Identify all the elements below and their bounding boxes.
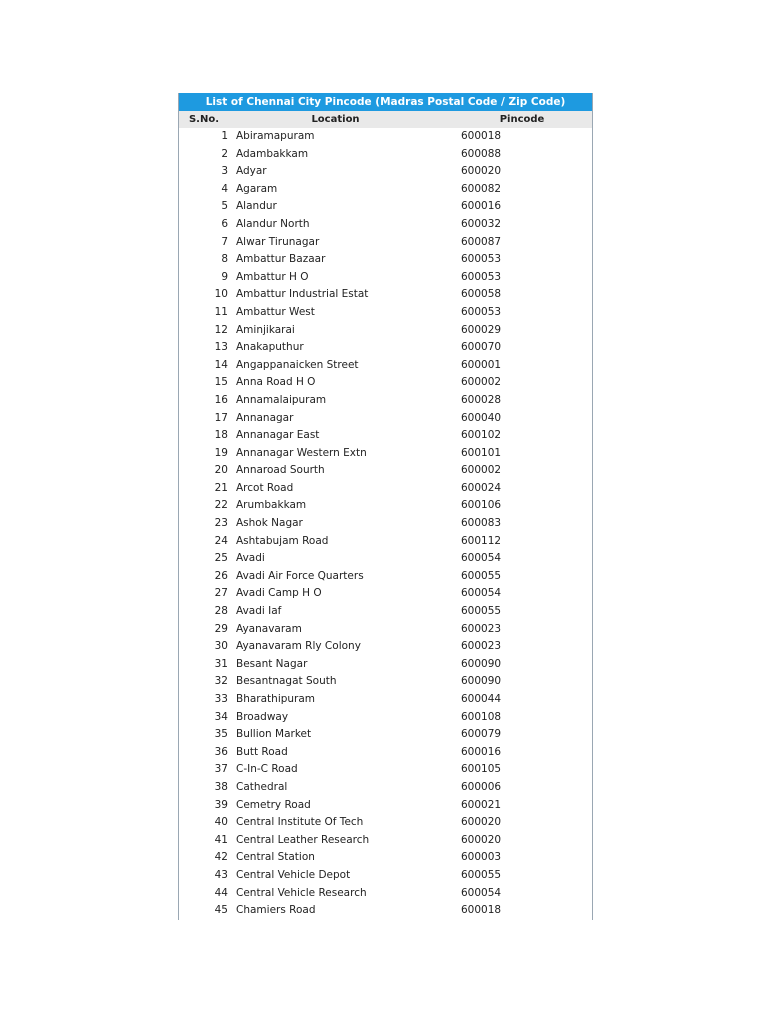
cell-pincode: 600102 xyxy=(461,429,502,442)
cell-sno: 16 xyxy=(214,393,228,406)
cell-location: Annaroad Sourth xyxy=(236,464,325,477)
cell-sno: 14 xyxy=(214,358,228,371)
table-row xyxy=(179,269,592,287)
table-row xyxy=(179,726,592,744)
cell-pincode: 600020 xyxy=(461,165,502,178)
header-pincode: Pincode xyxy=(499,114,545,125)
cell-pincode: 600112 xyxy=(461,534,502,547)
cell-location: Annamalaipuram xyxy=(236,393,327,406)
table-row xyxy=(179,462,592,480)
table-row xyxy=(179,585,592,603)
cell-location: Avadi Iaf xyxy=(236,605,282,618)
cell-pincode: 600029 xyxy=(461,323,502,336)
table-row xyxy=(179,181,592,199)
cell-pincode: 600053 xyxy=(461,253,502,266)
cell-sno: 21 xyxy=(214,481,228,494)
table-row xyxy=(179,427,592,445)
cell-pincode: 600090 xyxy=(461,675,502,688)
cell-sno: 42 xyxy=(214,851,228,864)
cell-sno: 36 xyxy=(214,745,228,758)
cell-pincode: 600053 xyxy=(461,305,502,318)
cell-pincode: 600020 xyxy=(461,833,502,846)
table-row xyxy=(179,902,592,920)
cell-location: Central Vehicle Research xyxy=(236,886,367,899)
table-row xyxy=(179,814,592,832)
cell-location: Central Station xyxy=(236,851,315,864)
table-row xyxy=(179,146,592,164)
table-row xyxy=(179,621,592,639)
cell-location: Annanagar East xyxy=(236,429,320,442)
table-row xyxy=(179,163,592,181)
cell-pincode: 600083 xyxy=(461,517,502,530)
cell-location: Ambattur H O xyxy=(236,270,309,283)
table-row xyxy=(179,198,592,216)
table-row xyxy=(179,691,592,709)
cell-location: Ashtabujam Road xyxy=(236,534,329,547)
cell-sno: 37 xyxy=(214,763,228,776)
cell-sno: 15 xyxy=(214,376,228,389)
cell-pincode: 600021 xyxy=(461,798,502,811)
cell-pincode: 600055 xyxy=(461,605,502,618)
cell-sno: 44 xyxy=(214,886,228,899)
cell-location: Adyar xyxy=(236,165,267,178)
table-row xyxy=(179,832,592,850)
table-row xyxy=(179,779,592,797)
cell-location: Ambattur West xyxy=(236,305,315,318)
cell-sno: 2 xyxy=(221,147,228,160)
cell-pincode: 600054 xyxy=(461,587,502,600)
table-row xyxy=(179,410,592,428)
cell-pincode: 600079 xyxy=(461,728,502,741)
cell-sno: 10 xyxy=(214,288,228,301)
cell-pincode: 600023 xyxy=(461,622,502,635)
cell-sno: 17 xyxy=(214,411,228,424)
cell-pincode: 600018 xyxy=(461,130,502,142)
cell-sno: 29 xyxy=(214,622,228,635)
cell-sno: 7 xyxy=(221,235,228,248)
table-row xyxy=(179,322,592,340)
cell-location: Bullion Market xyxy=(236,728,312,741)
cell-pincode: 600040 xyxy=(461,411,502,424)
cell-location: Alandur North xyxy=(236,217,310,230)
cell-pincode: 600101 xyxy=(461,446,502,459)
table-row xyxy=(179,515,592,533)
table-row xyxy=(179,885,592,903)
cell-pincode: 600054 xyxy=(461,552,502,565)
cell-sno: 45 xyxy=(214,904,228,917)
cell-location: C-In-C Road xyxy=(236,763,298,776)
table-row xyxy=(179,445,592,463)
cell-sno: 18 xyxy=(214,429,228,442)
table-row xyxy=(179,497,592,515)
table-row xyxy=(179,797,592,815)
cell-location: Angappanaicken Street xyxy=(236,358,359,371)
table-row xyxy=(179,374,592,392)
cell-pincode: 600070 xyxy=(461,341,502,354)
cell-sno: 19 xyxy=(214,446,228,459)
table-row xyxy=(179,550,592,568)
cell-location: Besant Nagar xyxy=(236,657,308,670)
cell-location: Cathedral xyxy=(236,780,288,793)
cell-location: Arcot Road xyxy=(236,481,294,494)
cell-location: Alwar Tirunagar xyxy=(236,235,320,248)
cell-sno: 43 xyxy=(214,868,228,881)
table-row xyxy=(179,568,592,586)
cell-sno: 32 xyxy=(214,675,228,688)
cell-location: Avadi Camp H O xyxy=(236,587,322,600)
table-row xyxy=(179,761,592,779)
cell-sno: 22 xyxy=(214,499,228,512)
cell-location: Adambakkam xyxy=(236,147,309,160)
cell-location: Central Vehicle Depot xyxy=(236,868,351,881)
header-location: Location xyxy=(311,114,360,125)
cell-sno: 11 xyxy=(214,305,228,318)
table-row xyxy=(179,744,592,762)
cell-location: Besantnagat South xyxy=(236,675,337,688)
cell-location: Arumbakkam xyxy=(236,499,307,512)
cell-sno: 8 xyxy=(221,253,228,266)
cell-pincode: 600055 xyxy=(461,868,502,881)
cell-location: Chamiers Road xyxy=(236,904,316,917)
table-row xyxy=(179,251,592,269)
table-row xyxy=(179,339,592,357)
table-row xyxy=(179,533,592,551)
cell-location: Ayanavaram Rly Colony xyxy=(236,640,361,653)
cell-sno: 9 xyxy=(221,270,228,283)
cell-location: Annanagar Western Extn xyxy=(236,446,367,459)
table-row xyxy=(179,603,592,621)
cell-location: Ambattur Bazaar xyxy=(236,253,326,266)
cell-pincode: 600006 xyxy=(461,780,502,793)
cell-pincode: 600024 xyxy=(461,481,502,494)
table-row xyxy=(179,867,592,885)
cell-location: Bharathipuram xyxy=(236,693,316,705)
cell-pincode: 600044 xyxy=(461,693,502,705)
cell-sno: 13 xyxy=(214,341,228,354)
cell-pincode: 600032 xyxy=(461,217,502,230)
cell-sno: 5 xyxy=(221,200,228,213)
cell-pincode: 600002 xyxy=(461,376,502,389)
cell-sno: 12 xyxy=(214,323,228,336)
cell-location: Alandur xyxy=(236,200,277,213)
table-row xyxy=(179,286,592,304)
cell-sno: 23 xyxy=(214,517,228,530)
table-row xyxy=(179,392,592,410)
table-body xyxy=(179,128,592,920)
table-row xyxy=(179,216,592,234)
cell-location: Agaram xyxy=(236,182,278,195)
table-header-row xyxy=(179,111,592,128)
cell-sno: 26 xyxy=(214,569,228,582)
cell-pincode: 600108 xyxy=(461,710,502,723)
cell-pincode: 600003 xyxy=(461,851,502,864)
cell-sno: 28 xyxy=(214,605,228,618)
pincode-table xyxy=(178,93,593,920)
header-sno: S.No. xyxy=(188,114,219,125)
cell-location: Ashok Nagar xyxy=(236,517,303,530)
cell-sno: 6 xyxy=(221,217,228,230)
cell-sno: 1 xyxy=(221,130,228,142)
cell-pincode: 600002 xyxy=(461,464,502,477)
cell-location: Broadway xyxy=(236,710,289,723)
cell-sno: 34 xyxy=(214,710,228,723)
table-row xyxy=(179,357,592,375)
table-row xyxy=(179,709,592,727)
cell-sno: 40 xyxy=(214,816,228,829)
table-title: List of Chennai City Pincode (Madras Postal Code / Zip Code) xyxy=(179,93,592,111)
cell-location: Aminjikarai xyxy=(236,323,295,336)
cell-pincode: 600023 xyxy=(461,640,502,653)
cell-location: Butt Road xyxy=(236,745,288,758)
table-row xyxy=(179,480,592,498)
cell-sno: 31 xyxy=(214,657,228,670)
cell-pincode: 600053 xyxy=(461,270,502,283)
cell-pincode: 600082 xyxy=(461,182,502,195)
cell-sno: 41 xyxy=(214,833,228,846)
cell-sno: 35 xyxy=(214,728,228,741)
cell-sno: 27 xyxy=(214,587,228,600)
cell-sno: 33 xyxy=(214,693,228,705)
table-row xyxy=(179,656,592,674)
cell-sno: 3 xyxy=(221,165,228,178)
cell-pincode: 600028 xyxy=(461,393,502,406)
cell-sno: 25 xyxy=(214,552,228,565)
cell-pincode: 600016 xyxy=(461,745,502,758)
cell-pincode: 600001 xyxy=(461,358,502,371)
cell-pincode: 600020 xyxy=(461,816,502,829)
cell-sno: 4 xyxy=(221,182,228,195)
cell-location: Central Leather Research xyxy=(236,833,370,846)
cell-pincode: 600016 xyxy=(461,200,502,213)
table-row xyxy=(179,638,592,656)
cell-pincode: 600105 xyxy=(461,763,502,776)
table-row xyxy=(179,849,592,867)
cell-location: Central Institute Of Tech xyxy=(236,816,364,829)
cell-sno: 38 xyxy=(214,780,228,793)
table-row xyxy=(179,304,592,322)
cell-location: Anakaputhur xyxy=(236,341,304,354)
cell-pincode: 600055 xyxy=(461,569,502,582)
cell-location: Cemetry Road xyxy=(236,798,311,811)
cell-pincode: 600058 xyxy=(461,288,502,301)
cell-sno: 20 xyxy=(214,464,228,477)
table-row xyxy=(179,673,592,691)
cell-sno: 30 xyxy=(214,640,228,653)
cell-location: Abiramapuram xyxy=(236,130,315,142)
cell-location: Ayanavaram xyxy=(236,622,302,635)
table-row xyxy=(179,128,592,146)
cell-location: Annanagar xyxy=(236,411,294,424)
cell-pincode: 600018 xyxy=(461,904,502,917)
cell-location: Avadi xyxy=(236,552,265,565)
cell-location: Avadi Air Force Quarters xyxy=(236,569,364,582)
table-row xyxy=(179,234,592,252)
cell-pincode: 600087 xyxy=(461,235,502,248)
cell-sno: 39 xyxy=(214,798,228,811)
cell-sno: 24 xyxy=(214,534,228,547)
cell-pincode: 600090 xyxy=(461,657,502,670)
cell-location: Ambattur Industrial Estat xyxy=(236,288,369,301)
cell-location: Anna Road H O xyxy=(236,376,316,389)
cell-pincode: 600106 xyxy=(461,499,502,512)
cell-pincode: 600088 xyxy=(461,147,502,160)
cell-pincode: 600054 xyxy=(461,886,502,899)
